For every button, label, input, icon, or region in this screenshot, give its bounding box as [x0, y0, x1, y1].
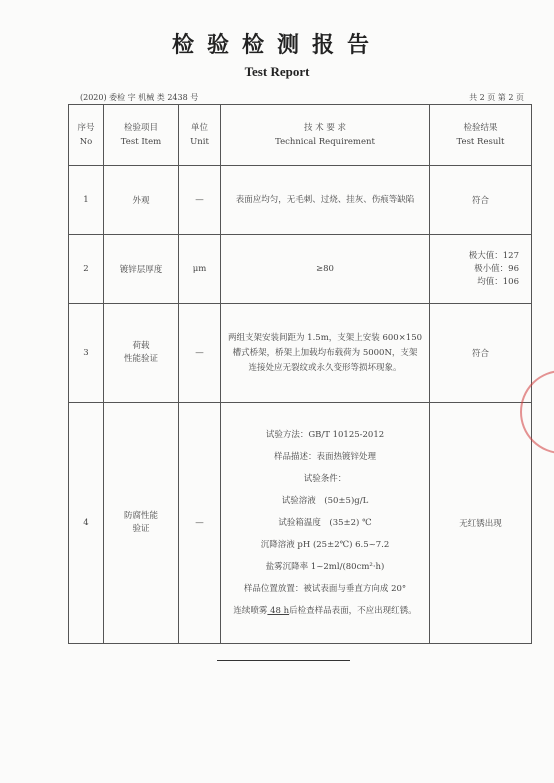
report-title-en: Test Report	[244, 64, 310, 79]
cell-result: 极大值：127 极小值：96 均值：106	[430, 235, 532, 304]
cell-item: 荷载 性能验证	[104, 304, 179, 403]
header-test-item: 检验项目 Test Item	[104, 105, 179, 166]
table-row	[69, 304, 532, 403]
header-result: 检验结果 Test Result	[430, 105, 532, 166]
header-unit: 单位 Unit	[179, 105, 221, 166]
cell-unit: —	[179, 403, 221, 644]
cell-requirement: 两组支架安装间距为 1.5m，支架上安装 600×150 槽式桥架，桥架上加载均布载荷为 5000N，支架 连接处应无裂纹或永久变形等损坏现象。	[221, 304, 430, 403]
cell-requirement: 表面应均匀，无毛刺、过烧、挂灰、伤痕等缺陷	[221, 166, 430, 235]
table-row	[69, 403, 532, 644]
cell-result: 符合	[430, 166, 532, 235]
cell-unit: —	[179, 166, 221, 235]
bottom-divider	[217, 660, 350, 661]
cell-no: 1	[69, 166, 104, 235]
report-number: (2020) 委检 字 机械 类 2438 号	[80, 93, 199, 102]
cell-unit: —	[179, 304, 221, 403]
page-info: 共 2 页 第 2 页	[469, 93, 524, 102]
cell-no: 2	[69, 235, 104, 304]
cell-no: 3	[69, 304, 104, 403]
cell-result: 符合	[430, 304, 532, 403]
report-title-cn: 检验检测报告	[171, 32, 382, 58]
header-no: 序号 No	[69, 105, 104, 166]
cell-item: 外观	[104, 166, 179, 235]
table-row	[69, 235, 532, 304]
table-header-row	[69, 105, 532, 166]
test-result-table	[68, 104, 532, 644]
cell-no: 4	[69, 403, 104, 644]
cell-item: 防腐性能 验证	[104, 403, 179, 644]
cell-unit: μm	[179, 235, 221, 304]
cell-item: 镀锌层厚度	[104, 235, 179, 304]
cell-requirement: ≥80	[221, 235, 430, 304]
table-row	[69, 166, 532, 235]
cell-result: 无红锈出现	[430, 403, 532, 644]
cell-requirement: 试验方法：GB/T 10125-2012 样品描述：表面热镀锌处理 试验条件： 试验溶液 (50±5)g/L 试验箱温度 (35±2) ℃ 沉降溶液 pH (25±2℃) 6.5~7.2 盐雾沉降率 1~2ml/(80cm²·h) 样品位置放置：被试表面与垂直方向成 20° 连续喷雾 48 h后检查样品表面，不应出现红锈。	[221, 403, 430, 644]
header-requirement: 技 术 要 求 Technical Requirement	[221, 105, 430, 166]
